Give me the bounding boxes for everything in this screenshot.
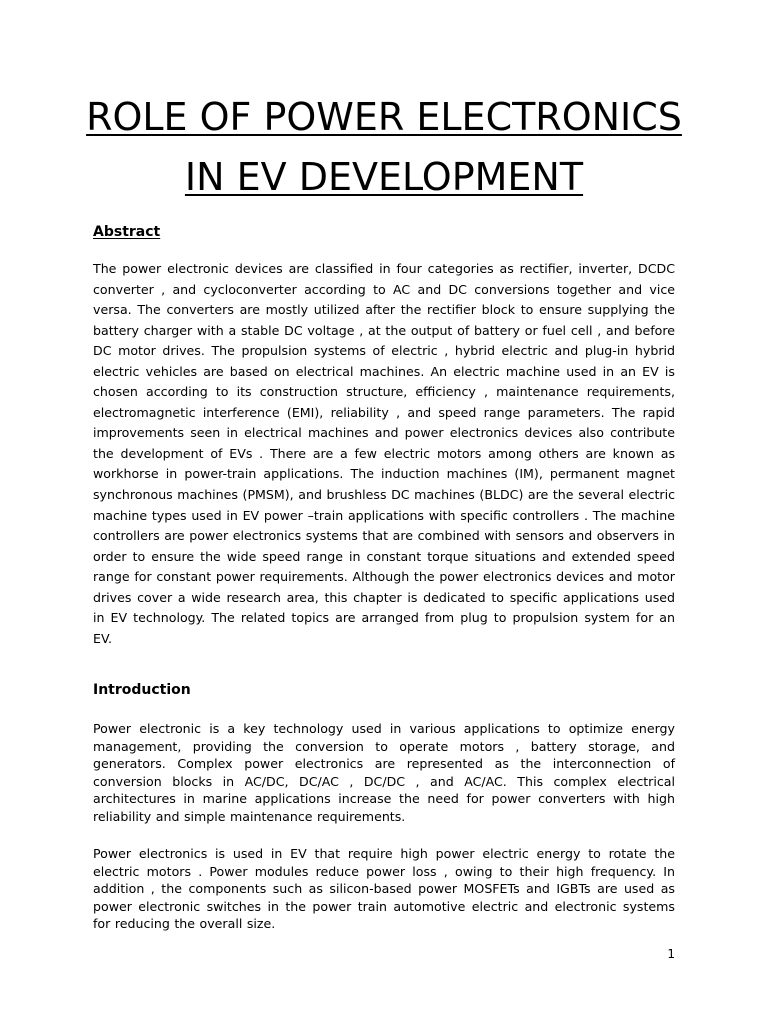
introduction-paragraph-2: Power electronics is used in EV that require high power electric energy to rotate the electric motors . Power modules reduce power loss , owing to their high frequency. In addition , the components such as silicon-based power MOSFETs and IGBTs are used as power electronic switches in the power train automotive electric and electronic systems for reducing the overall size.	[93, 846, 675, 932]
introduction-paragraph-1: Power electronic is a key technology used in various applications to optimize energy management, providing the conversion to operate motors , battery storage, and generators. Complex power electronics are represented as the interconnection of conversion blocks in AC/DC, DC/AC , DC/DC , and AC/AC. This complex electrical architectures in marine applications increase the need for power converters with high reliability and simple maintenance requirements.	[93, 721, 675, 824]
document-title-line-1: ROLE OF POWER ELECTRONICS	[86, 95, 682, 139]
page-number: 1	[667, 947, 675, 961]
abstract-heading: Abstract	[93, 224, 161, 240]
document-title-line-2: IN EV DEVELOPMENT	[184, 155, 584, 199]
introduction-heading: Introduction	[93, 682, 191, 698]
abstract-paragraph: The power electronic devices are classified in four categories as rectifier, inverter, DCDC converter , and cycloconverter according to AC and DC conversions together and vice versa. The converters are mostly utilized after the rectifier block to ensure supplying the battery charger with a stable DC voltage , at the output of battery or fuel cell , and before DC motor drives. The propulsion systems of electric , hybrid electric and plug-in hybrid electric vehicles are based on electrical machines. An electric machine used in an EV is chosen according to its construction structure, efficiency , maintenance requirements, electromagnetic interference (EMI), reliability , and speed range parameters. The rapid improvements seen in electrical machines and power electronics devices also contribute the development of EVs . There are a few electric motors among others are known as workhorse in power-train applications. The induction machines (IM), permanent magnet synchronous machines (PMSM), and brushless DC machines (BLDC) are the several electric machine types used in EV power –train applications with specific controllers . The machine controllers are power electronics systems that are combined with sensors and observers in order to ensure the wide speed range in constant torque situations and extended speed range for constant power requirements. Although the power electronics devices and motor drives cover a wide research area, this chapter is dedicated to specific applications used in EV technology. The related topics are arranged from plug to propulsion system for an EV.	[93, 261, 675, 646]
